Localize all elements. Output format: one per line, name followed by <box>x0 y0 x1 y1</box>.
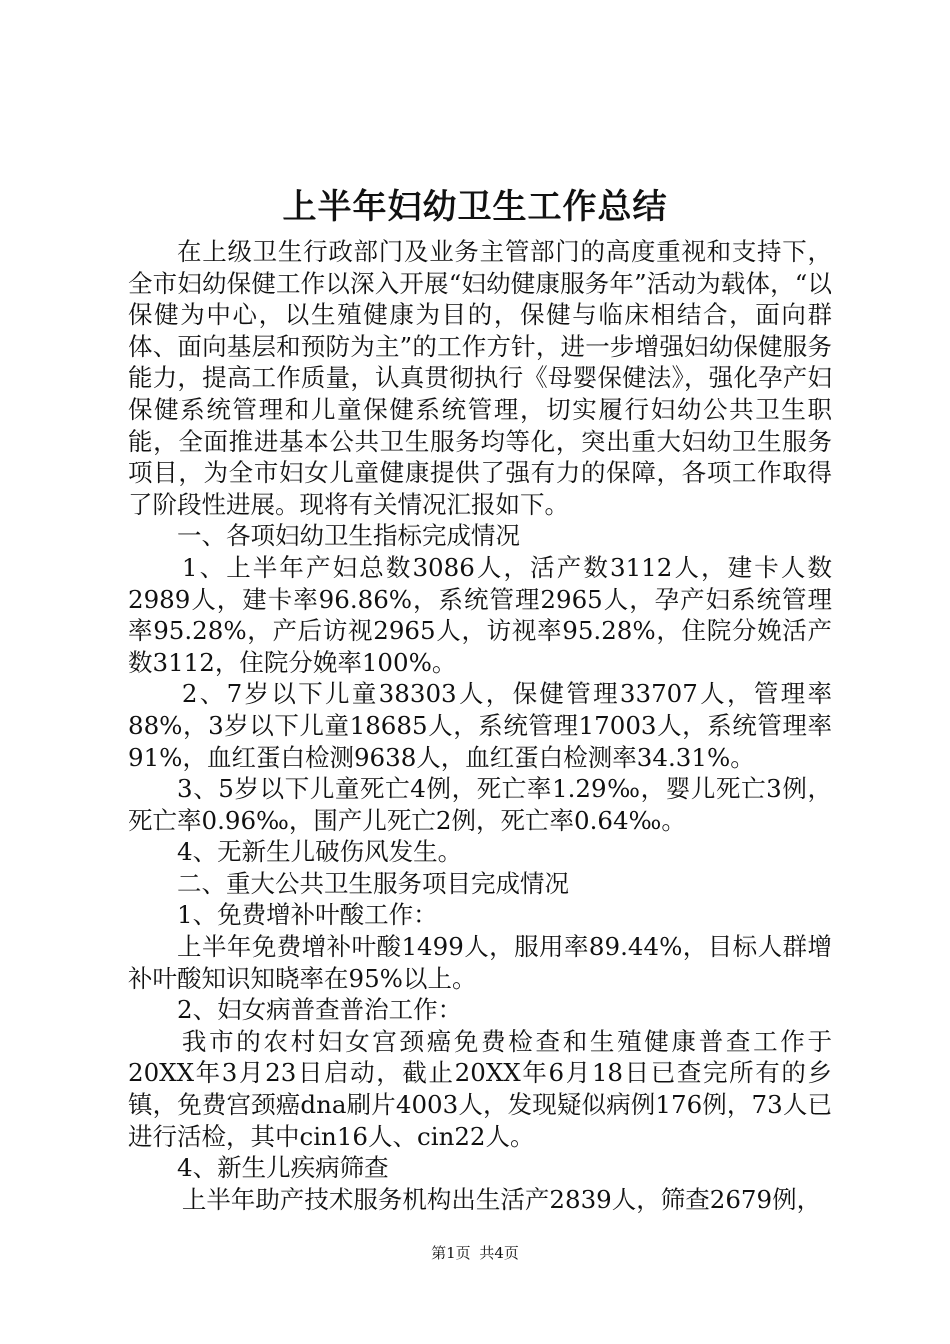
subheading-screening: 2、妇女病普查普治工作： <box>177 995 463 1025</box>
section-heading-1: 一、各项妇幼卫生指标完成情况 <box>177 521 520 551</box>
paragraph-newborn: 上半年助产技术服务机构出生活产2839人，筛查2679例， <box>181 1184 822 1214</box>
paragraph-tetanus: 4、无新生儿破伤风发生。 <box>177 837 463 867</box>
subheading-folic-acid: 1、免费增补叶酸工作： <box>177 900 438 930</box>
document-title: 上半年妇幼卫生工作总结 <box>282 187 668 227</box>
paragraph-folic-acid: 上半年免费增补叶酸1499人，服用率89.44%，目标人群增补叶酸知识知晓率在95%以上。 <box>128 932 832 993</box>
paragraph-child-stats: 2、7岁以下儿童38303人，保健管理33707人，管理率88%，3岁以下儿童18685人，系统管理17003人，系统管理率91%，血红蛋白检测9638人，血红蛋白检测率34.31%。 <box>128 679 832 772</box>
page-footer <box>0 1243 950 1263</box>
document-body <box>128 236 832 1215</box>
intro-paragraph: 在上级卫生行政部门及业务主管部门的高度重视和支持下，全市妇幼保健工作以深入开展“妇幼健康服务年”活动为载体，“以保健为中心，以生殖健康为目的，保健与临床相结合，面向群体、面向基层和预防为主”的工作方针，进一步增强妇幼保健服务能力，提高工作质量，认真贯彻执行《母婴保健法》，强化孕产妇保健系统管理和儿童保健系统管理，切实履行妇幼公共卫生职能，全面推进基本公共卫生服务均等化，突出重大妇幼卫生服务项目，为全市妇女儿童健康提供了强有力的保障，各项工作取得了阶段性进展。现将有关情况汇报如下。 <box>128 237 832 519</box>
paragraph-screening: 我市的农村妇女宫颈癌免费检查和生殖健康普查工作于20XX年3月23日启动，截止20XX年6月18日已查完所有的乡镇，免费宫颈癌dna刷片4003人，发现疑似病例176例，73人已进行活检，其中cin16人、cin22人。 <box>128 1026 832 1151</box>
subheading-newborn: 4、新生儿疾病筛查 <box>177 1153 389 1183</box>
page-number: 第1页 <box>431 1244 471 1262</box>
page-total: 共4页 <box>479 1244 519 1262</box>
paragraph-maternal-stats: 1、上半年产妇总数3086人，活产数3112人，建卡人数2989人，建卡率96.86%，系统管理2965人，孕产妇系统管理率95.28%，产后访视2965人，访视率95.28%，住院分娩活产数3112，住院分娩率100%。 <box>128 552 832 677</box>
section-heading-2: 二、重大公共卫生服务项目完成情况 <box>177 868 569 898</box>
paragraph-mortality-stats: 3、5岁以下儿童死亡4例，死亡率1.29‰，婴儿死亡3例，死亡率0.96‰，围产儿死亡2例，死亡率0.64‰。 <box>128 774 832 835</box>
